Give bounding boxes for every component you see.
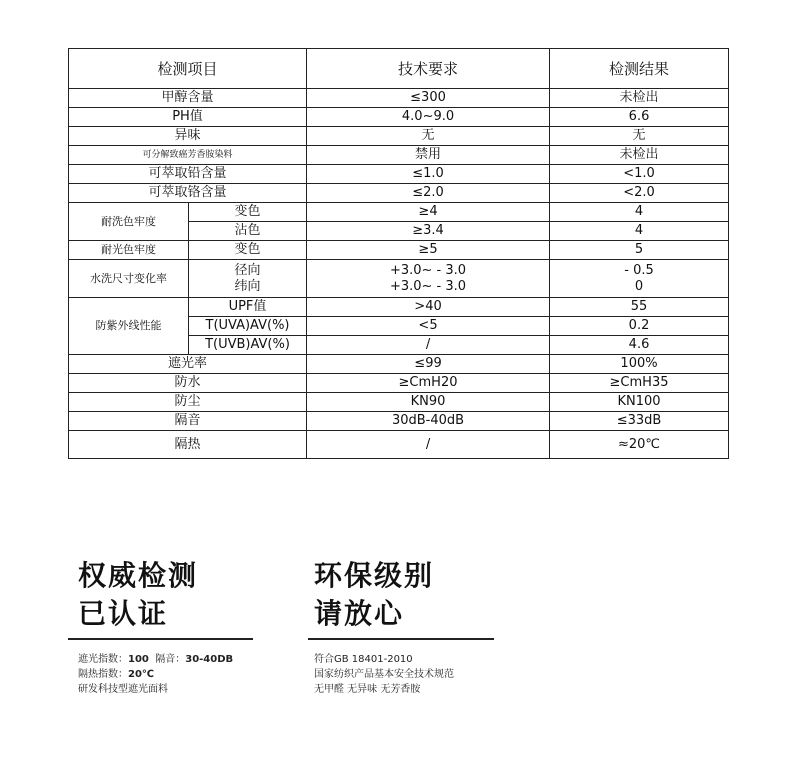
table-row bbox=[69, 298, 729, 317]
row-result: ≈20℃ bbox=[550, 431, 729, 459]
row-result: <1.0 bbox=[550, 165, 729, 184]
slogan-line-1: 权威检测 bbox=[78, 559, 199, 592]
row-item: 可萃取铅含量 bbox=[69, 165, 307, 184]
row-result: 5 bbox=[550, 241, 729, 260]
req-warp: +3.0~ - 3.0 bbox=[389, 262, 467, 278]
header-item: 检测项目 bbox=[69, 49, 307, 89]
heat-value: 20℃ bbox=[128, 669, 155, 680]
row-item: 防水 bbox=[69, 374, 307, 393]
row-result: 55 bbox=[550, 298, 729, 317]
table-row bbox=[69, 260, 729, 298]
note-free-of: 无甲醛 无异味 无芳香胺 bbox=[314, 684, 421, 695]
authority-notes bbox=[78, 652, 233, 697]
row-requirement: ≤99 bbox=[307, 355, 550, 374]
test-report-table bbox=[68, 48, 729, 459]
left-divider bbox=[68, 638, 253, 640]
row-requirement: / bbox=[307, 336, 550, 355]
heat-label: 隔热指数： bbox=[78, 669, 128, 680]
row-item: 隔热 bbox=[69, 431, 307, 459]
row-requirement: KN90 bbox=[307, 393, 550, 412]
header-result: 检测结果 bbox=[550, 49, 729, 89]
authority-slogan bbox=[78, 557, 198, 633]
table-row bbox=[69, 412, 729, 431]
eco-notes bbox=[314, 652, 454, 697]
table-row bbox=[69, 203, 729, 222]
row-requirement: 30dB-40dB bbox=[307, 412, 550, 431]
row-item: 异味 bbox=[69, 127, 307, 146]
group-label: 水洗尺寸变化率 bbox=[69, 260, 189, 298]
eco-slogan bbox=[314, 557, 434, 633]
row-result: 100% bbox=[550, 355, 729, 374]
table-row bbox=[69, 393, 729, 412]
row-result: 未检出 bbox=[550, 146, 729, 165]
req-weft: +3.0~ - 3.0 bbox=[389, 278, 467, 294]
row-subitem: 变色 bbox=[189, 203, 307, 222]
slogan-line-2: 请放心 bbox=[314, 597, 405, 630]
sound-value: 30-40DB bbox=[185, 654, 234, 665]
table-row bbox=[69, 431, 729, 459]
row-item: 可萃取铬含量 bbox=[69, 184, 307, 203]
table-row bbox=[69, 146, 729, 165]
group-label: 防紫外线性能 bbox=[69, 298, 189, 355]
row-requirement: <5 bbox=[307, 317, 550, 336]
group-label: 耐光色牢度 bbox=[69, 241, 189, 260]
row-result: 无 bbox=[550, 127, 729, 146]
subitem-weft: 纬向 bbox=[234, 278, 261, 294]
table-row bbox=[69, 184, 729, 203]
shading-label: 遮光指数： bbox=[78, 654, 128, 665]
row-requirement: 禁用 bbox=[307, 146, 550, 165]
row-result: 0.2 bbox=[550, 317, 729, 336]
row-requirement bbox=[307, 260, 550, 298]
table-row bbox=[69, 127, 729, 146]
row-result: ≤33dB bbox=[550, 412, 729, 431]
row-result: ≥CmH35 bbox=[550, 374, 729, 393]
row-item: PH值 bbox=[69, 108, 307, 127]
table-header-row bbox=[69, 49, 729, 89]
row-result: 4 bbox=[550, 222, 729, 241]
subitem-warp: 径向 bbox=[234, 262, 261, 278]
row-result bbox=[550, 260, 729, 298]
row-requirement: >40 bbox=[307, 298, 550, 317]
row-requirement: / bbox=[307, 431, 550, 459]
table-row bbox=[69, 374, 729, 393]
row-result: 6.6 bbox=[550, 108, 729, 127]
row-subitem: 变色 bbox=[189, 241, 307, 260]
row-result: 4 bbox=[550, 203, 729, 222]
note-shading-sound bbox=[78, 652, 233, 667]
row-requirement: ≥5 bbox=[307, 241, 550, 260]
note-heat bbox=[78, 667, 233, 682]
slogan-line-2: 已认证 bbox=[78, 597, 169, 630]
row-item: 遮光率 bbox=[69, 355, 307, 374]
shading-value: 100 bbox=[128, 654, 149, 665]
row-requirement: ≥3.4 bbox=[307, 222, 550, 241]
row-requirement: ≥CmH20 bbox=[307, 374, 550, 393]
row-subitem: 沾色 bbox=[189, 222, 307, 241]
note-spec: 国家纺织产品基本安全技术规范 bbox=[314, 669, 454, 680]
spec-table bbox=[68, 48, 729, 459]
note-fabric: 研发科技型遮光面料 bbox=[78, 684, 168, 695]
sound-label: 隔音： bbox=[155, 654, 186, 665]
table-row bbox=[69, 108, 729, 127]
row-requirement: ≤1.0 bbox=[307, 165, 550, 184]
row-result: 未检出 bbox=[550, 89, 729, 108]
row-requirement: ≤300 bbox=[307, 89, 550, 108]
row-result: 4.6 bbox=[550, 336, 729, 355]
row-item: 隔音 bbox=[69, 412, 307, 431]
row-requirement: ≤2.0 bbox=[307, 184, 550, 203]
group-label: 耐洗色牢度 bbox=[69, 203, 189, 241]
row-item: 可分解致癌芳香胺染料 bbox=[69, 146, 307, 165]
row-subitem: UPF值 bbox=[189, 298, 307, 317]
row-item: 防尘 bbox=[69, 393, 307, 412]
row-subitem: T(UVB)AV(%) bbox=[189, 336, 307, 355]
res-weft: 0 bbox=[634, 278, 644, 294]
row-result: KN100 bbox=[550, 393, 729, 412]
table-row bbox=[69, 241, 729, 260]
table-row bbox=[69, 89, 729, 108]
table-row bbox=[69, 165, 729, 184]
table-row bbox=[69, 355, 729, 374]
slogan-line-1: 环保级别 bbox=[314, 559, 435, 592]
row-subitem: T(UVA)AV(%) bbox=[189, 317, 307, 336]
right-divider bbox=[308, 638, 494, 640]
note-standard: 符合GB 18401-2010 bbox=[314, 654, 413, 665]
row-item: 甲醇含量 bbox=[69, 89, 307, 108]
res-warp: - 0.5 bbox=[624, 262, 654, 278]
row-requirement: 无 bbox=[307, 127, 550, 146]
header-requirement: 技术要求 bbox=[307, 49, 550, 89]
row-subitem bbox=[189, 260, 307, 298]
row-requirement: ≥4 bbox=[307, 203, 550, 222]
row-result: <2.0 bbox=[550, 184, 729, 203]
row-requirement: 4.0~9.0 bbox=[307, 108, 550, 127]
